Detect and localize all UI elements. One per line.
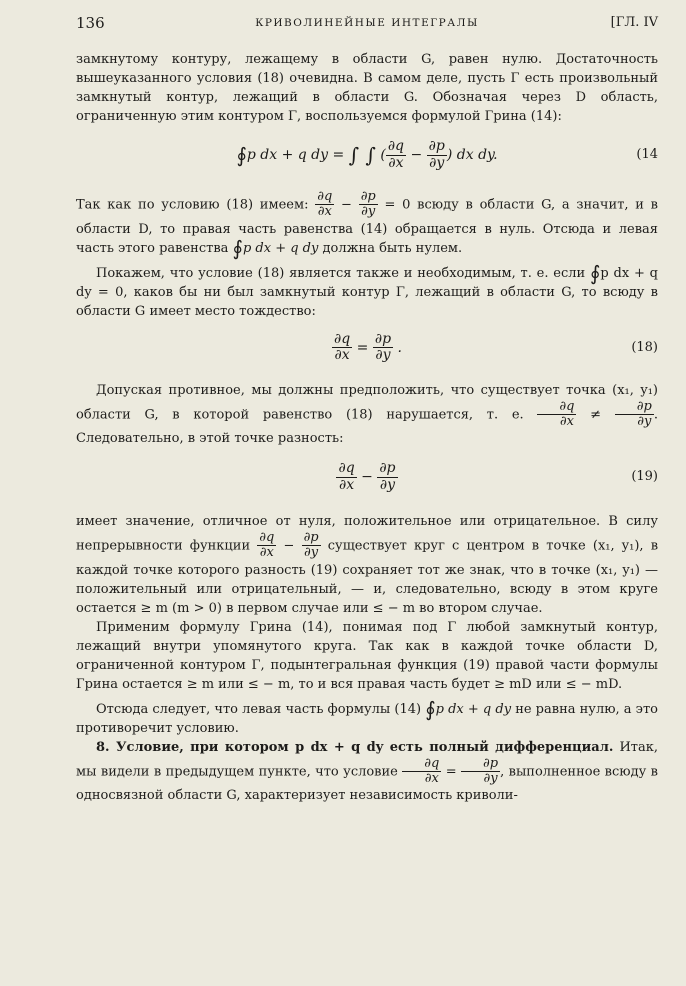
page-number: 136 bbox=[76, 14, 105, 32]
equation-19: $\frac{\partial q}{\partial x}$ − $\frac{\partial p}{\partial y}$ (19) bbox=[76, 448, 658, 506]
running-title: КРИВОЛИНЕЙНЫЕ ИНТЕГРАЛЫ bbox=[255, 17, 479, 29]
equation-number: (18) bbox=[631, 339, 658, 355]
paragraph-1: замкнутому контуру, лежащему в области G, равен нулю. Достаточность вышеуказанного условия (18) очевидна. В самом деле, пусть Γ есть произвольный замкнутый контур, лежащий в области G. Обозначая через D область, ограниченную этим контуром Γ, воспользуемся формулой Грина (14): bbox=[76, 52, 658, 124]
page-header bbox=[76, 14, 658, 36]
paragraph-2: Так как по условию (18) имеем: $\frac{\partial q}{\partial x}$ − $\frac{\partial p}{\partial y}$ = 0 всюду в области G, а значит, и в области D, то правая часть равенства (14) обращается в нуль. Отсюда и левая часть этого равенства ∮p dx + q dy должна быть нулем. bbox=[76, 189, 659, 260]
chapter-label: [ГЛ. IV bbox=[610, 15, 658, 30]
equation-14: ∮p dx + q dy = ∫ ∫ ( $\frac{\partial q}{\partial x}$ − $\frac{\partial p}{\partial y}$ ) dx dy. (14 bbox=[76, 126, 658, 184]
paragraph-8: 8. Условие, при котором p dx + q dy есть полный дифференциал. Итак, мы видели в предыдущем пункте, что условие $\frac{\partial q}{\partial x}$ = $\frac{\partial p}{\partial y}$ , выполненное всюду в односвязной области G, характеризует независимость криволи- bbox=[76, 739, 659, 804]
paragraph-7: Отсюда следует, что левая часть формулы (14) ∮p dx + q dy не равна нулю, а это противоречит условию. bbox=[76, 696, 658, 736]
page-body bbox=[76, 50, 658, 805]
paragraph-3: Покажем, что условие (18) является также и необходимым, т. е. если ∮p dx + q dy = 0, каков бы ни был замкнутый контур Γ, лежащий в области G, то всюду в области G имеет место тождество: bbox=[76, 260, 658, 319]
paragraph-6: Применим формулу Грина (14), понимая под Γ любой замкнутый контур, лежащий внутри упомянутого круга. Так как в каждой точке области D, ограниченной контуром Γ, подынтегральная функция (19) правой части формулы Грина остается ≥ m или ≤ − m, то и вся правая часть будет ≥ mD или ≤ − mD. bbox=[76, 619, 658, 692]
paragraph-5: имеет значение, отличное от нуля, положительное или отрицательное. В силу непрерывности функции $\frac{\partial q}{\partial x}$ − $\frac{\partial p}{\partial y}$ существует круг с центром в точке (x₁, y₁), в каждой точке которого разность (19) сохраняет тот же знак, что в точке (x₁, y₁) — положительный или отрицательный, — и, следовательно, всюду в этом круге остается ≥ m (m > 0) в первом случае или ≤ − m во втором случае. bbox=[76, 514, 659, 616]
equation-number: (14 bbox=[636, 147, 658, 162]
equation-number: (19) bbox=[631, 469, 658, 485]
equation-18: $\frac{\partial q}{\partial x}$ = $\frac{\partial p}{\partial y}$ . (18) bbox=[76, 321, 658, 375]
section-heading: 8. Условие, при котором p dx + q dy есть полный дифференциал. bbox=[96, 739, 614, 755]
paragraph-4: Допуская противное, мы должны предположить, что существует точка (x₁, y₁) области G, в которой равенство (18) нарушается, т. е. $\frac{\partial q}{\partial x}$ ≠ $\frac{\partial p}{\partial y}$ . Следовательно, в этой точке разность: bbox=[76, 382, 658, 447]
